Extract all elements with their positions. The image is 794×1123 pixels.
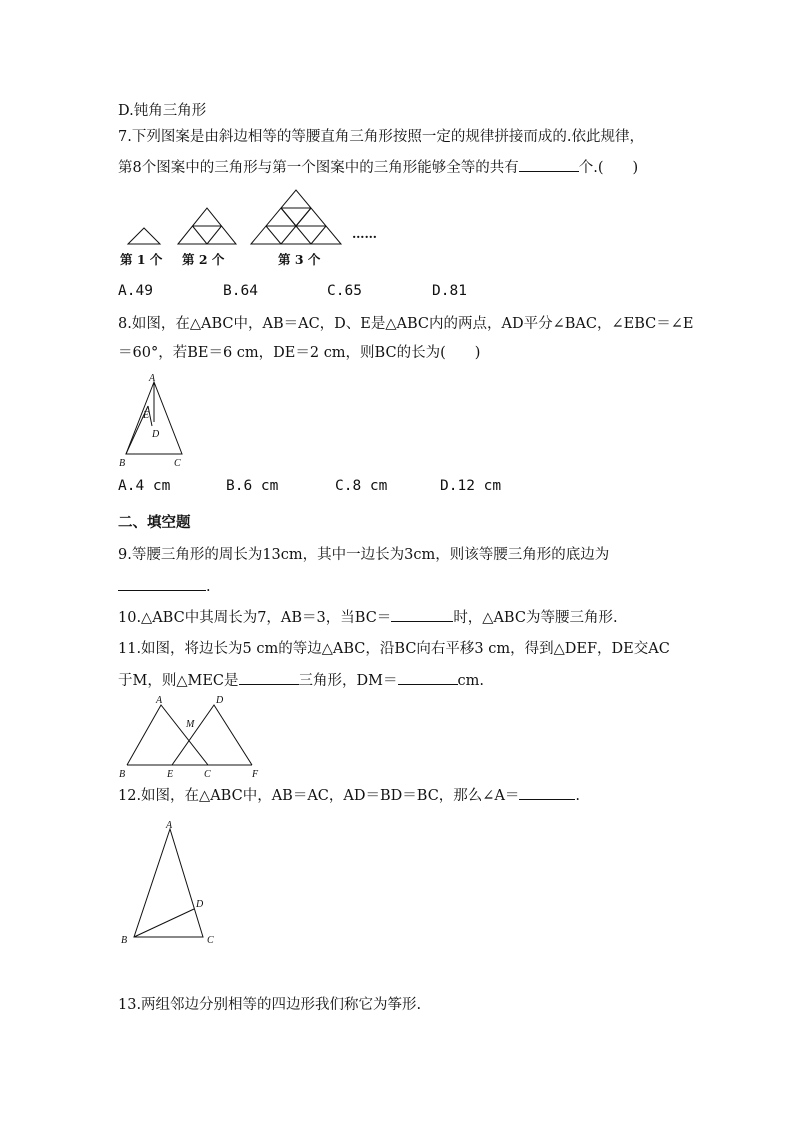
q13-text-line1: 13.两组邻边分别相等的四边形我们称它为筝形. [118, 997, 422, 1013]
label-e: E [143, 410, 150, 421]
q7-option-b: B.64 [223, 283, 258, 299]
q8-option-c: C.8 cm [335, 478, 388, 494]
q8-option-b: B.6 cm [226, 478, 279, 494]
ellipsis: …… [352, 226, 377, 241]
q11-text-a: 于M，则△MEC是 [118, 673, 239, 689]
label-d: D [152, 429, 160, 440]
caption-2: 第 2 个 [182, 252, 225, 267]
caption-1: 第 1 个 [120, 252, 163, 267]
q11-text-b: 三角形，DM＝ [298, 673, 398, 689]
answer-blank [519, 157, 579, 172]
answer-blank-2 [398, 670, 458, 685]
q7-triangle-pattern-figure [118, 186, 398, 271]
label-a: A [156, 695, 163, 706]
q11-text-c: cm. [457, 673, 484, 689]
q6-option-d: D.钝角三角形 [118, 103, 207, 119]
label-a: A [166, 820, 173, 831]
answer-blank-1 [239, 670, 299, 685]
q7-text-pre: 第8个图案中的三角形与第一个图案中的三角形能够全等的共有 [118, 160, 519, 176]
q8-option-a: A.4 cm [118, 478, 171, 494]
pattern-3 [251, 190, 341, 244]
q12-text-post: . [575, 788, 581, 804]
label-d: D [196, 899, 204, 910]
answer-blank [391, 607, 453, 622]
pattern-2 [178, 208, 236, 244]
q7-text-line1: 7.下列图案是由斜边相等的等腰直角三角形按照一定的规律拼接而成的.依此规律， [118, 129, 644, 145]
q10-text-post: 时，△ABC为等腰三角形. [453, 610, 618, 626]
q9-text-line1: 9.等腰三角形的周长为13cm，其中一边长为3cm，则该等腰三角形的底边为 [118, 547, 610, 563]
q11-text-line1: 11.如图，将边长为5 cm的等边△ABC，沿BC向右平移3 cm，得到△DEF，DE交AC [118, 641, 670, 657]
q10-text-pre: 10.△ABC中其周长为7，AB＝3，当BC＝ [118, 610, 392, 626]
q8-triangle-figure [118, 370, 198, 470]
label-a: A [149, 373, 156, 384]
q7-option-d: D.81 [432, 283, 467, 299]
q7-option-c: C.65 [327, 283, 362, 299]
q8-option-d: D.12 cm [440, 478, 502, 494]
label-f: F [252, 769, 259, 780]
label-c: C [204, 769, 211, 780]
label-m: M [186, 719, 195, 730]
section-heading: 二、填空题 [118, 514, 191, 531]
q9-text-line2 [118, 576, 211, 597]
q7-text-post: 个.( ) [578, 160, 639, 176]
q12-triangle-figure [118, 815, 228, 950]
label-e: E [167, 769, 174, 780]
pattern-1-triangle [128, 228, 160, 244]
label-c: C [207, 935, 214, 946]
q8-text-line2: ＝60°，若BE＝6 cm，DE＝2 cm，则BC的长为( ) [118, 345, 481, 361]
caption-3: 第 3 个 [278, 252, 321, 267]
label-c: C [174, 458, 181, 469]
q12-text [118, 785, 580, 806]
q11-text-line2 [118, 670, 484, 691]
answer-blank [118, 576, 206, 591]
q8-text-line1: 8.如图，在△ABC中，AB＝AC，D、E是△ABC内的两点，AD平分∠BAC，∠EBC＝∠E [118, 316, 694, 332]
label-b: B [121, 935, 128, 946]
q12-text-pre: 12.如图，在△ABC中，AB＝AC，AD＝BD＝BC，那么∠A＝ [118, 788, 520, 804]
q7-text-line2 [118, 157, 638, 178]
label-b: B [119, 458, 126, 469]
q11-translated-triangles-figure [116, 693, 266, 783]
answer-blank [519, 785, 575, 800]
q10-text [118, 607, 618, 628]
q9-text-post: . [206, 579, 211, 595]
label-b: B [119, 769, 126, 780]
label-d: D [216, 695, 224, 706]
q7-option-a: A.49 [118, 283, 153, 299]
